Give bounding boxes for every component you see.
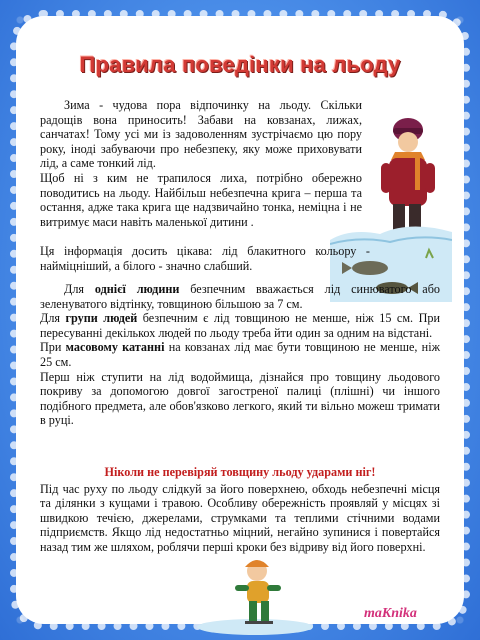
rule-mass-skating <box>40 340 440 369</box>
rule-one-person-prefix: Для <box>64 282 95 296</box>
rule-group-bold: групи людей <box>65 311 138 326</box>
ice-color-note-text: Ця інформація досить цікава: лід блакитного кольору - найміцніший, а білого - значно слабший. <box>40 244 370 273</box>
warning-text: Під час руху по льоду слідкуй за його поверхнею, обходь небезпечні місця та ділянки з кущами і травою. Особливу обережність проявляй у місцях зі швидкою течією, джерелами, струмками та теплими стічними водами підприємств. Якщо лід недостатньо міцний, негайно зупинися і повертайся назад тим же шляхом, роблячи перші кроки без відриву від його поверхні. <box>40 481 440 554</box>
rule-mass-text: на ковзанах лід має бути товщиною не менше, ніж 25 см. <box>40 340 441 369</box>
page-title: Правила поведінки на льоду <box>79 52 401 77</box>
rule-one-person <box>40 282 440 311</box>
rule-group <box>40 311 440 340</box>
rule-one-person-text: безпечним вважається лід синюватого або зеленуватого відтінку, товщиною більшою за 7 см. <box>40 282 440 311</box>
warning-heading: Ніколи не перевіряй товщину льоду ударами ніг! <box>104 465 376 479</box>
rule-check-thickness: Перш ніж ступити на лід водоймища, дізнайся про товщину льодового покриву за допомогою довгої загостреної палиці (плішні) чи іншого подібного предмета, але обов'язково легкого, який ти вільно можеш тримати в руці. <box>40 369 440 428</box>
rule-one-person-bold: однієї людини <box>94 282 180 296</box>
skater-kid-illustration <box>195 555 315 635</box>
rule-mass-bold: масовому катанні <box>65 340 165 355</box>
rules-block <box>40 282 440 428</box>
rule-group-text: безпечним є лід товщиною не менше, ніж 15 см. При пересуванні декількох людей по льоду треба йти один за одним на відстані. <box>40 311 440 340</box>
warning-block <box>40 465 440 555</box>
intro-paragraph-2: Щоб ні з ким не трапилося лиха, потрібно обережно поводитись на льоду. Найбільш небезпечна крига – перша та остання, адже така крига ще надзвичайно тонка, неміцна і не витримує маси навіть маленької дитини . <box>40 170 362 229</box>
ice-color-note <box>40 244 370 273</box>
signature: maKnika <box>364 606 417 621</box>
intro-paragraph-1: Зима - чудова пора відпочинку на льоду. Скільки радощів вона приносить! Забави на ковзанах, лижах, санчатах! Тому усі ми із задоволенням зустрічаємо цю пору року, іноді забуваючи про небезпеку, яку може приховувати лід, а саме тонкий лід. <box>40 98 362 171</box>
rule-mass-prefix: При <box>40 340 66 355</box>
rule-group-prefix: Для <box>40 311 66 326</box>
